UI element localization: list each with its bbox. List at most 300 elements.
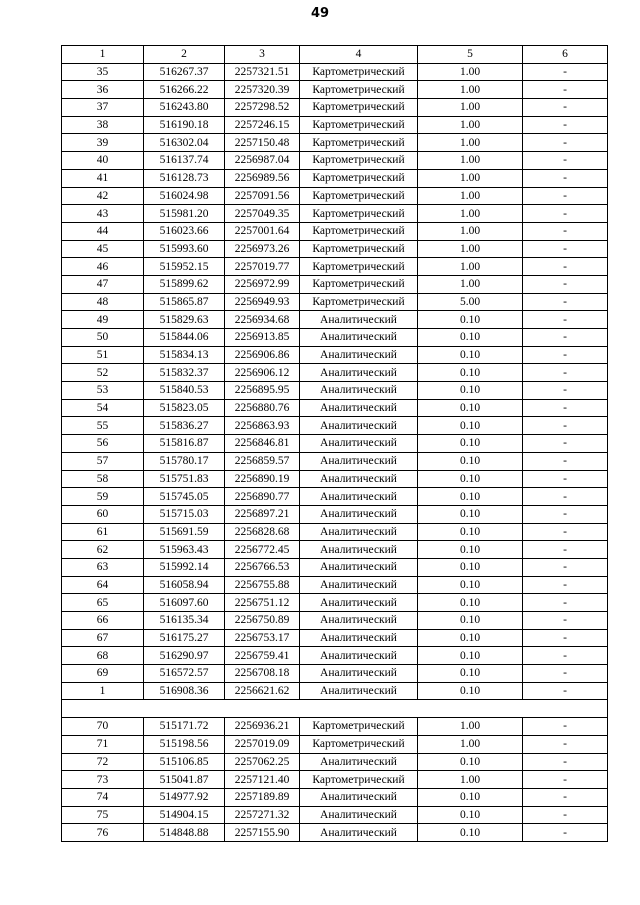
table-cell: [523, 700, 608, 718]
table-cell: 48: [62, 293, 144, 311]
table-cell: 1.00: [418, 152, 523, 170]
table-row: [62, 346, 608, 364]
table-cell: 0.10: [418, 682, 523, 700]
table-row: [62, 612, 608, 630]
table-cell: [300, 700, 418, 718]
table-cell: 515745.05: [144, 488, 225, 506]
table-cell: 2256890.77: [225, 488, 300, 506]
table-cell: Аналитический: [300, 488, 418, 506]
table-cell: 58: [62, 470, 144, 488]
table-cell: 60: [62, 505, 144, 523]
table-cell: -: [523, 205, 608, 223]
table-cell: Аналитический: [300, 364, 418, 382]
table-cell: 0.10: [418, 523, 523, 541]
table-row: [62, 665, 608, 683]
table-cell: 76: [62, 824, 144, 842]
table-cell: 2256708.18: [225, 665, 300, 683]
table-cell: -: [523, 329, 608, 347]
table-header-row: [62, 46, 608, 64]
table-cell: 1.00: [418, 169, 523, 187]
table-cell: 52: [62, 364, 144, 382]
table-cell: -: [523, 488, 608, 506]
table-cell: -: [523, 612, 608, 630]
table-cell: 1.00: [418, 134, 523, 152]
table-cell: 515823.05: [144, 399, 225, 417]
table-cell: 1.00: [418, 258, 523, 276]
table-cell: 516058.94: [144, 576, 225, 594]
table-cell: 515751.83: [144, 470, 225, 488]
table-cell: 515981.20: [144, 205, 225, 223]
table-cell: 40: [62, 152, 144, 170]
table-cell: [225, 700, 300, 718]
table-row: [62, 134, 608, 152]
table-row: [62, 417, 608, 435]
table-cell: 64: [62, 576, 144, 594]
table-cell: 72: [62, 753, 144, 771]
table-cell: Аналитический: [300, 558, 418, 576]
table-row: [62, 452, 608, 470]
table-cell: 516097.60: [144, 594, 225, 612]
table-cell: 2256750.89: [225, 612, 300, 630]
table-cell: 1.00: [418, 735, 523, 753]
table-cell: 516024.98: [144, 187, 225, 205]
table-cell: 36: [62, 81, 144, 99]
table-cell: Аналитический: [300, 523, 418, 541]
table-cell: Аналитический: [300, 682, 418, 700]
table-cell: 515952.15: [144, 258, 225, 276]
table-cell: 2257121.40: [225, 771, 300, 789]
table-cell: Аналитический: [300, 329, 418, 347]
table-cell: 63: [62, 558, 144, 576]
table-cell: Аналитический: [300, 452, 418, 470]
table-cell: 43: [62, 205, 144, 223]
table-cell: -: [523, 399, 608, 417]
table-cell: 2256906.86: [225, 346, 300, 364]
table-cell: 2256936.21: [225, 718, 300, 736]
table-cell: 515963.43: [144, 541, 225, 559]
table-cell: 0.10: [418, 399, 523, 417]
table-cell: Картометрический: [300, 187, 418, 205]
table-cell: -: [523, 382, 608, 400]
table-cell: -: [523, 788, 608, 806]
table-cell: -: [523, 240, 608, 258]
table-cell: Аналитический: [300, 435, 418, 453]
table-cell: 2257189.89: [225, 788, 300, 806]
table-cell: 516243.80: [144, 99, 225, 117]
table-cell: 49: [62, 311, 144, 329]
table-row: [62, 99, 608, 117]
page-number: 49: [310, 6, 330, 21]
table-cell: -: [523, 665, 608, 683]
table-cell: 2256753.17: [225, 629, 300, 647]
table-cell: -: [523, 152, 608, 170]
table-cell: 0.10: [418, 594, 523, 612]
table-cell: Картометрический: [300, 134, 418, 152]
table-cell: 516175.27: [144, 629, 225, 647]
table-cell: 0.10: [418, 505, 523, 523]
table-cell: 2257019.77: [225, 258, 300, 276]
table-cell: 2256897.21: [225, 505, 300, 523]
table-cell: 2257001.64: [225, 222, 300, 240]
table-cell: 516023.66: [144, 222, 225, 240]
table-cell: 515844.06: [144, 329, 225, 347]
table-row: [62, 258, 608, 276]
table-cell: Картометрический: [300, 293, 418, 311]
table-cell: -: [523, 293, 608, 311]
table-cell: 1.00: [418, 771, 523, 789]
table-cell: -: [523, 753, 608, 771]
table-cell: 46: [62, 258, 144, 276]
table-cell: 1: [62, 682, 144, 700]
table-cell: Аналитический: [300, 576, 418, 594]
table-cell: 514904.15: [144, 806, 225, 824]
table-row: [62, 63, 608, 81]
table-cell: 62: [62, 541, 144, 559]
table-row: [62, 700, 608, 718]
table-cell: -: [523, 541, 608, 559]
table-cell: -: [523, 806, 608, 824]
table-cell: 0.10: [418, 612, 523, 630]
table-cell: 2256863.93: [225, 417, 300, 435]
table-cell: 47: [62, 275, 144, 293]
table-cell: 38: [62, 116, 144, 134]
table-cell: 66: [62, 612, 144, 630]
column-header: 4: [300, 46, 418, 64]
table-row: [62, 576, 608, 594]
table-cell: 0.10: [418, 364, 523, 382]
table-cell: 2256859.57: [225, 452, 300, 470]
table-row: [62, 187, 608, 205]
table-row: [62, 293, 608, 311]
table-cell: 2256906.12: [225, 364, 300, 382]
table-cell: 515780.17: [144, 452, 225, 470]
table-cell: 1.00: [418, 116, 523, 134]
table-row: [62, 594, 608, 612]
table-cell: Аналитический: [300, 382, 418, 400]
table-cell: -: [523, 470, 608, 488]
table-cell: 515715.03: [144, 505, 225, 523]
table-row: [62, 470, 608, 488]
table-row: [62, 435, 608, 453]
table-cell: -: [523, 647, 608, 665]
table-cell: 2256828.68: [225, 523, 300, 541]
table-cell: 0.10: [418, 788, 523, 806]
table-cell: Аналитический: [300, 806, 418, 824]
table-cell: 0.10: [418, 435, 523, 453]
table-cell: Аналитический: [300, 505, 418, 523]
table-cell: 2256846.81: [225, 435, 300, 453]
table-cell: -: [523, 81, 608, 99]
table-cell: 50: [62, 329, 144, 347]
table-cell: 516290.97: [144, 647, 225, 665]
table-cell: Картометрический: [300, 205, 418, 223]
table-row: [62, 205, 608, 223]
table-cell: 53: [62, 382, 144, 400]
table-cell: 0.10: [418, 541, 523, 559]
table-cell: 0.10: [418, 382, 523, 400]
table-cell: 1.00: [418, 275, 523, 293]
table-cell: [62, 700, 144, 718]
table-cell: Аналитический: [300, 612, 418, 630]
table-cell: 41: [62, 169, 144, 187]
table-cell: 515832.37: [144, 364, 225, 382]
table-cell: [144, 700, 225, 718]
table-cell: 2256755.88: [225, 576, 300, 594]
table-row: [62, 169, 608, 187]
table-cell: -: [523, 505, 608, 523]
table-row: [62, 399, 608, 417]
table-cell: Аналитический: [300, 311, 418, 329]
table-cell: 0.10: [418, 346, 523, 364]
table-cell: 0.10: [418, 417, 523, 435]
table-cell: -: [523, 311, 608, 329]
table-cell: 57: [62, 452, 144, 470]
table-row: [62, 806, 608, 824]
table-cell: 0.10: [418, 753, 523, 771]
table-cell: 1.00: [418, 718, 523, 736]
table-cell: 516135.34: [144, 612, 225, 630]
table-cell: -: [523, 187, 608, 205]
column-header: 5: [418, 46, 523, 64]
table-cell: 0.10: [418, 311, 523, 329]
table-cell: 1.00: [418, 63, 523, 81]
table-cell: 2257246.15: [225, 116, 300, 134]
column-header: 1: [62, 46, 144, 64]
table-row: [62, 364, 608, 382]
table-cell: 2257298.52: [225, 99, 300, 117]
table-row: [62, 824, 608, 842]
table-cell: -: [523, 99, 608, 117]
table-cell: 2256621.62: [225, 682, 300, 700]
table-cell: -: [523, 452, 608, 470]
table-cell: 0.10: [418, 452, 523, 470]
table-cell: 2256895.95: [225, 382, 300, 400]
table-cell: 514977.92: [144, 788, 225, 806]
table-cell: 0.10: [418, 576, 523, 594]
table-cell: -: [523, 576, 608, 594]
table-cell: 54: [62, 399, 144, 417]
table-cell: Аналитический: [300, 346, 418, 364]
table-cell: 515816.87: [144, 435, 225, 453]
table-cell: 5.00: [418, 293, 523, 311]
table-cell: Картометрический: [300, 63, 418, 81]
table-row: [62, 488, 608, 506]
table-row: [62, 647, 608, 665]
table-cell: Аналитический: [300, 594, 418, 612]
table-cell: -: [523, 169, 608, 187]
table-cell: 2257155.90: [225, 824, 300, 842]
table-cell: Картометрический: [300, 258, 418, 276]
table-cell: 73: [62, 771, 144, 789]
table-cell: 1.00: [418, 81, 523, 99]
table-cell: 515829.63: [144, 311, 225, 329]
table-cell: 2256766.53: [225, 558, 300, 576]
table-cell: -: [523, 435, 608, 453]
table-cell: 0.10: [418, 329, 523, 347]
table-cell: 1.00: [418, 240, 523, 258]
table-cell: 516190.18: [144, 116, 225, 134]
table-row: [62, 329, 608, 347]
table-cell: 2256973.26: [225, 240, 300, 258]
table-row: [62, 541, 608, 559]
table-cell: -: [523, 275, 608, 293]
table-cell: 2256751.12: [225, 594, 300, 612]
table-row: [62, 240, 608, 258]
table-row: [62, 558, 608, 576]
column-header: 3: [225, 46, 300, 64]
table-cell: 2256880.76: [225, 399, 300, 417]
table-row: [62, 523, 608, 541]
table-cell: 55: [62, 417, 144, 435]
column-header: 2: [144, 46, 225, 64]
table-cell: 1.00: [418, 99, 523, 117]
table-cell: Аналитический: [300, 629, 418, 647]
table-cell: Картометрический: [300, 81, 418, 99]
table-cell: 515899.62: [144, 275, 225, 293]
column-header: 6: [523, 46, 608, 64]
table-cell: 69: [62, 665, 144, 683]
table-cell: 2256989.56: [225, 169, 300, 187]
table-row: [62, 788, 608, 806]
table-cell: [418, 700, 523, 718]
table-cell: 39: [62, 134, 144, 152]
table-cell: 1.00: [418, 205, 523, 223]
table-cell: 67: [62, 629, 144, 647]
table-cell: 2257049.35: [225, 205, 300, 223]
table-cell: Картометрический: [300, 169, 418, 187]
table-cell: Аналитический: [300, 399, 418, 417]
table-cell: 51: [62, 346, 144, 364]
table-cell: -: [523, 594, 608, 612]
table-cell: 516908.36: [144, 682, 225, 700]
table-cell: 2257150.48: [225, 134, 300, 152]
table-cell: -: [523, 558, 608, 576]
table-cell: Картометрический: [300, 275, 418, 293]
table-row: [62, 735, 608, 753]
table-cell: 0.10: [418, 665, 523, 683]
table-cell: 2256772.45: [225, 541, 300, 559]
table-cell: 515171.72: [144, 718, 225, 736]
table-cell: 2256987.04: [225, 152, 300, 170]
table-row: [62, 753, 608, 771]
table-row: [62, 311, 608, 329]
table-cell: -: [523, 718, 608, 736]
table-cell: -: [523, 134, 608, 152]
table-cell: Аналитический: [300, 753, 418, 771]
table-row: [62, 629, 608, 647]
table-cell: Аналитический: [300, 647, 418, 665]
table-cell: -: [523, 258, 608, 276]
table-cell: 515106.85: [144, 753, 225, 771]
table-cell: -: [523, 222, 608, 240]
table-cell: -: [523, 824, 608, 842]
table-cell: 71: [62, 735, 144, 753]
table-cell: 516267.37: [144, 63, 225, 81]
table-cell: 56: [62, 435, 144, 453]
table-cell: Картометрический: [300, 735, 418, 753]
table-cell: 2256972.99: [225, 275, 300, 293]
table-cell: -: [523, 629, 608, 647]
table-cell: 0.10: [418, 488, 523, 506]
table-cell: 70: [62, 718, 144, 736]
table-row: [62, 81, 608, 99]
table-cell: 0.10: [418, 470, 523, 488]
table-row: [62, 222, 608, 240]
table-cell: Картометрический: [300, 152, 418, 170]
table-cell: -: [523, 417, 608, 435]
table-cell: 516128.73: [144, 169, 225, 187]
table-cell: Аналитический: [300, 824, 418, 842]
table-cell: 516266.22: [144, 81, 225, 99]
table-cell: 2256934.68: [225, 311, 300, 329]
table-cell: 2256949.93: [225, 293, 300, 311]
table-cell: -: [523, 735, 608, 753]
table-cell: 2257091.56: [225, 187, 300, 205]
table-cell: 2257019.09: [225, 735, 300, 753]
table-cell: 68: [62, 647, 144, 665]
coordinates-table: [61, 45, 608, 842]
table-cell: -: [523, 364, 608, 382]
table-cell: 515691.59: [144, 523, 225, 541]
table-cell: 515836.27: [144, 417, 225, 435]
table-cell: 35: [62, 63, 144, 81]
table-cell: 515834.13: [144, 346, 225, 364]
table-cell: Картометрический: [300, 718, 418, 736]
table-row: [62, 505, 608, 523]
table-cell: Аналитический: [300, 470, 418, 488]
table-cell: 2256913.85: [225, 329, 300, 347]
table-cell: 515840.53: [144, 382, 225, 400]
table-cell: 0.10: [418, 824, 523, 842]
table-cell: 0.10: [418, 558, 523, 576]
table-cell: 0.10: [418, 647, 523, 665]
table-cell: 515992.14: [144, 558, 225, 576]
table-cell: -: [523, 346, 608, 364]
table-cell: 45: [62, 240, 144, 258]
table-cell: -: [523, 116, 608, 134]
table-cell: 516572.57: [144, 665, 225, 683]
table-cell: Картометрический: [300, 771, 418, 789]
table-cell: Картометрический: [300, 240, 418, 258]
table-cell: Картометрический: [300, 222, 418, 240]
table-cell: 516137.74: [144, 152, 225, 170]
table-cell: 42: [62, 187, 144, 205]
table-cell: 75: [62, 806, 144, 824]
table-cell: -: [523, 63, 608, 81]
table-row: [62, 682, 608, 700]
table-cell: 515198.56: [144, 735, 225, 753]
table-cell: 59: [62, 488, 144, 506]
table-row: [62, 771, 608, 789]
table-cell: 2257320.39: [225, 81, 300, 99]
table-cell: 74: [62, 788, 144, 806]
table-cell: 2257271.32: [225, 806, 300, 824]
table-cell: 2256890.19: [225, 470, 300, 488]
table-cell: -: [523, 523, 608, 541]
table-cell: Аналитический: [300, 665, 418, 683]
table-cell: 1.00: [418, 187, 523, 205]
table-cell: 65: [62, 594, 144, 612]
table-cell: -: [523, 682, 608, 700]
table-cell: 1.00: [418, 222, 523, 240]
table-cell: 514848.88: [144, 824, 225, 842]
table-body: [62, 63, 608, 841]
table-cell: 44: [62, 222, 144, 240]
table-cell: -: [523, 771, 608, 789]
table-cell: 515041.87: [144, 771, 225, 789]
table-cell: 516302.04: [144, 134, 225, 152]
table-cell: Картометрический: [300, 116, 418, 134]
